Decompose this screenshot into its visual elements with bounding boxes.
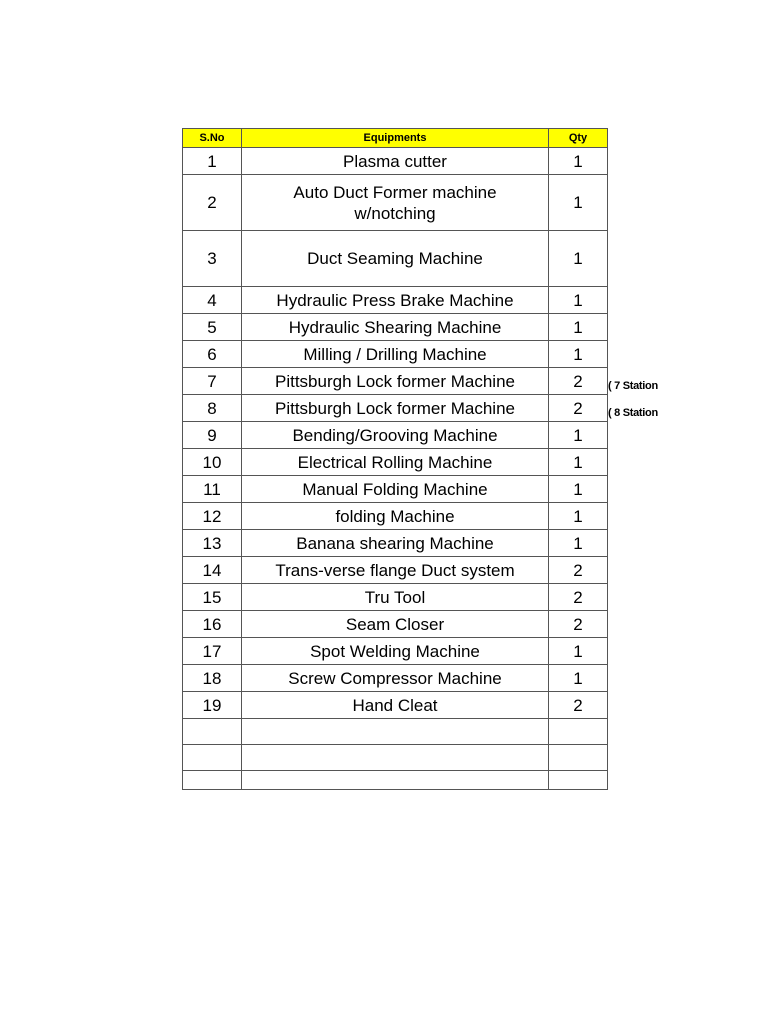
- qty-cell: 2: [549, 395, 608, 422]
- row-8-station-note: ( 8 Station: [608, 407, 658, 419]
- equipment-cell: Electrical Rolling Machine: [242, 449, 549, 476]
- qty-cell: 2: [549, 611, 608, 638]
- empty-row: [183, 719, 608, 745]
- table-row: [183, 231, 608, 287]
- table-row: [183, 395, 608, 422]
- sno-cell: 10: [183, 449, 242, 476]
- equipment-cell: Bending/Grooving Machine: [242, 422, 549, 449]
- table-header-row: [183, 129, 608, 148]
- empty-row: [183, 771, 608, 790]
- table-row: [183, 287, 608, 314]
- table-row: [183, 422, 608, 449]
- qty-cell: 1: [549, 476, 608, 503]
- header-equipments: Equipments: [242, 129, 549, 148]
- sno-cell: 19: [183, 692, 242, 719]
- qty-cell: 2: [549, 584, 608, 611]
- qty-cell: 1: [549, 314, 608, 341]
- qty-cell: 1: [549, 341, 608, 368]
- table-row: [183, 449, 608, 476]
- equipment-cell: Spot Welding Machine: [242, 638, 549, 665]
- qty-cell: 1: [549, 422, 608, 449]
- table-row: [183, 638, 608, 665]
- qty-cell: 2: [549, 557, 608, 584]
- sno-cell: 4: [183, 287, 242, 314]
- empty-cell: [242, 771, 549, 790]
- empty-cell: [183, 771, 242, 790]
- sno-cell: 5: [183, 314, 242, 341]
- empty-cell: [183, 745, 242, 771]
- table-row: [183, 341, 608, 368]
- empty-cell: [549, 719, 608, 745]
- table-row: [183, 148, 608, 175]
- sno-cell: 8: [183, 395, 242, 422]
- table-row: [183, 557, 608, 584]
- sno-cell: 6: [183, 341, 242, 368]
- qty-cell: 2: [549, 692, 608, 719]
- equipment-cell: Pittsburgh Lock former Machine: [242, 368, 549, 395]
- equipment-cell: Manual Folding Machine: [242, 476, 549, 503]
- qty-cell: 1: [549, 665, 608, 692]
- table-row: [183, 314, 608, 341]
- empty-row: [183, 745, 608, 771]
- sno-cell: 3: [183, 231, 242, 287]
- sno-cell: 9: [183, 422, 242, 449]
- equipment-cell: folding Machine: [242, 503, 549, 530]
- sno-cell: 17: [183, 638, 242, 665]
- qty-cell: 1: [549, 530, 608, 557]
- equipment-cell: Plasma cutter: [242, 148, 549, 175]
- empty-cell: [242, 745, 549, 771]
- sno-cell: 18: [183, 665, 242, 692]
- qty-cell: 1: [549, 148, 608, 175]
- table-row: [183, 476, 608, 503]
- equipment-cell: Milling / Drilling Machine: [242, 341, 549, 368]
- table-row: [183, 368, 608, 395]
- qty-cell: 1: [549, 503, 608, 530]
- sno-cell: 12: [183, 503, 242, 530]
- header-sno: S.No: [183, 129, 242, 148]
- equipment-cell: Auto Duct Former machine w/notching: [242, 175, 549, 231]
- equipment-cell: Screw Compressor Machine: [242, 665, 549, 692]
- sno-cell: 11: [183, 476, 242, 503]
- sno-cell: 14: [183, 557, 242, 584]
- equipment-cell: Seam Closer: [242, 611, 549, 638]
- empty-cell: [183, 719, 242, 745]
- empty-cell: [549, 745, 608, 771]
- qty-cell: 1: [549, 638, 608, 665]
- sno-cell: 7: [183, 368, 242, 395]
- equipment-cell: Trans-verse flange Duct system: [242, 557, 549, 584]
- equipment-cell: Hydraulic Shearing Machine: [242, 314, 549, 341]
- sno-cell: 1: [183, 148, 242, 175]
- table-row: [183, 175, 608, 231]
- equipment-cell: Hydraulic Press Brake Machine: [242, 287, 549, 314]
- header-qty: Qty: [549, 129, 608, 148]
- table-row: [183, 530, 608, 557]
- row-7-station-note: ( 7 Station: [608, 380, 658, 392]
- table-row: [183, 611, 608, 638]
- table-row: [183, 692, 608, 719]
- qty-cell: 1: [549, 231, 608, 287]
- qty-cell: 1: [549, 175, 608, 231]
- equipment-cell: Duct Seaming Machine: [242, 231, 549, 287]
- table-row: [183, 503, 608, 530]
- equipment-cell: Banana shearing Machine: [242, 530, 549, 557]
- sno-cell: 2: [183, 175, 242, 231]
- qty-cell: 1: [549, 449, 608, 476]
- sno-cell: 15: [183, 584, 242, 611]
- empty-cell: [549, 771, 608, 790]
- table-row: [183, 665, 608, 692]
- empty-cell: [242, 719, 549, 745]
- qty-cell: 1: [549, 287, 608, 314]
- qty-cell: 2: [549, 368, 608, 395]
- equipment-cell: Pittsburgh Lock former Machine: [242, 395, 549, 422]
- equipment-cell: Hand Cleat: [242, 692, 549, 719]
- equipment-cell: Tru Tool: [242, 584, 549, 611]
- sno-cell: 16: [183, 611, 242, 638]
- sno-cell: 13: [183, 530, 242, 557]
- equipment-table: [182, 128, 608, 790]
- table-row: [183, 584, 608, 611]
